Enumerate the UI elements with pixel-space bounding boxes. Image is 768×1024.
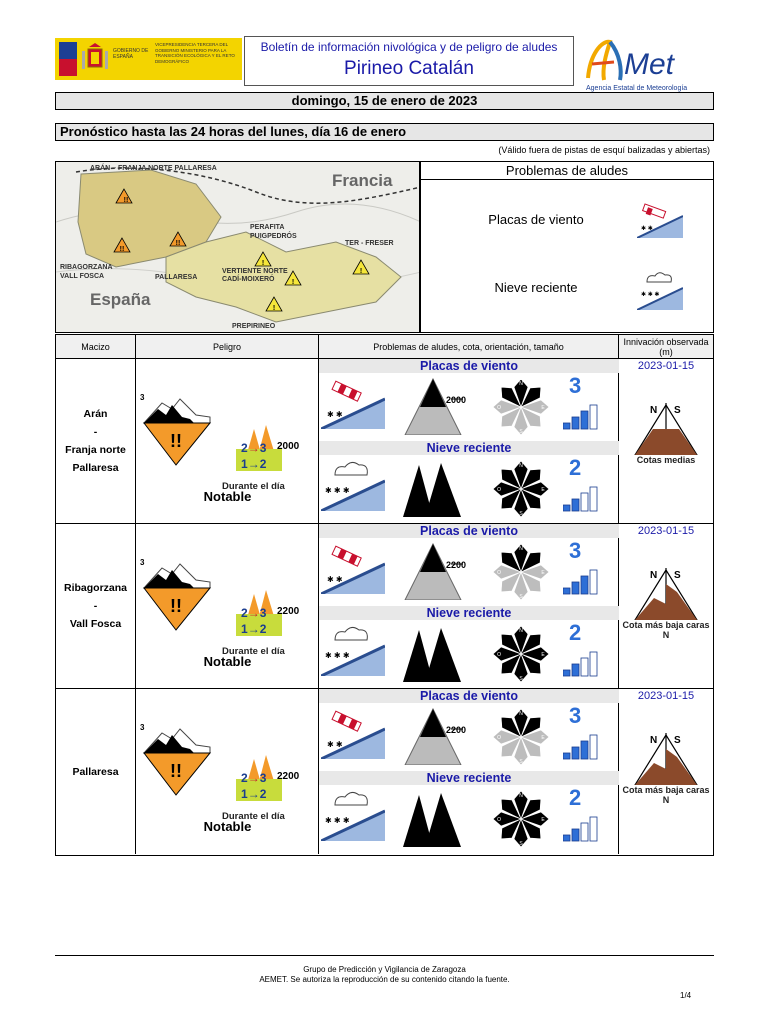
svg-text:✱ ✱ ✱: ✱ ✱ ✱ xyxy=(325,486,350,495)
new-snow-icon xyxy=(637,270,683,310)
macizo-name-line: Pallaresa xyxy=(72,462,119,474)
danger-timing: Durante el día xyxy=(222,811,285,822)
svg-text:N: N xyxy=(519,546,523,552)
svg-text:✱ ✱: ✱ ✱ xyxy=(327,575,343,584)
size-bars-icon xyxy=(563,564,603,596)
svg-text:O: O xyxy=(497,487,501,493)
bulletin-title-box xyxy=(244,36,574,86)
map-label-perafita: PERAFITA PUIGPEDRÓS xyxy=(250,224,297,240)
map-label-pallaresa: PALLARESA xyxy=(155,274,198,281)
svg-text:E: E xyxy=(541,817,545,823)
snowpack-cell xyxy=(619,524,713,688)
map-label-ter: TER - FRESER xyxy=(345,240,394,247)
evolution-to-high: 3 xyxy=(259,771,267,785)
legend-item-new-snow xyxy=(421,264,713,314)
macizo-name-line: Ribagorzana xyxy=(63,582,127,594)
elevation-mountain-icon xyxy=(403,707,463,765)
evolution-to-high: 3 xyxy=(259,606,267,620)
date-bar: domingo, 15 de enero de 2023 xyxy=(55,92,714,110)
snowpack-south: S xyxy=(674,405,681,416)
legend-item-wind-slab xyxy=(421,196,713,246)
macizo-name-line: - xyxy=(93,600,98,612)
validity-note: (Válido fuera de pistas de esquí balizadas y abiertas) xyxy=(498,145,710,155)
wind-slab-icon xyxy=(321,377,385,429)
macizo-name-line: Arán xyxy=(83,408,108,420)
orientation-compass-icon xyxy=(491,542,551,602)
svg-text:O: O xyxy=(497,652,501,658)
new-snow-icon xyxy=(321,624,385,676)
danger-cota: 2200 xyxy=(277,606,300,617)
svg-text:✱ ✱: ✱ ✱ xyxy=(641,226,653,232)
table-row xyxy=(56,359,713,524)
snowpack-height-icon xyxy=(631,564,701,620)
danger-cell: 3 !! 2→3 1→2 2000 Durante el día Notable xyxy=(136,359,319,523)
danger-label: Notable xyxy=(203,819,252,834)
table-row xyxy=(56,689,713,854)
elevation-mountain-icon xyxy=(403,459,463,517)
col-header-problemas: Problemas de aludes, cota, orientación, tamaño xyxy=(319,335,619,359)
footer-divider xyxy=(55,955,714,956)
svg-text:✱ ✱ ✱: ✱ ✱ ✱ xyxy=(325,651,350,660)
aemet-logo xyxy=(580,34,716,92)
problem-cota: 2200 xyxy=(446,560,467,570)
snowpack-date: 2023-01-15 xyxy=(637,525,695,537)
aemet-subtitle: Agencia Estatal de Meteorología xyxy=(586,85,688,92)
elevation-mountain-icon xyxy=(403,624,463,682)
evolution-to-high: 3 xyxy=(259,441,267,455)
avalanche-size: 3 xyxy=(569,538,582,563)
danger-level-icon xyxy=(140,393,212,467)
svg-text:S: S xyxy=(519,429,523,435)
problems-cell xyxy=(319,689,619,854)
problem-cota: 2200 xyxy=(446,725,467,735)
orientation-compass-icon xyxy=(491,377,551,437)
svg-text:N: N xyxy=(519,463,523,469)
macizo-name-line: Vall Fosca xyxy=(69,618,122,630)
footer-line-2: AEMET. Se autoriza la reproducción de su contenido citando la fuente. xyxy=(259,975,510,984)
snowpack-label: Cota más baja caras N xyxy=(622,620,710,640)
map-label-ribagorzana: RIBAGORZANA VALL FOSCA xyxy=(60,264,113,280)
evolution-from-high: 2 xyxy=(241,771,248,785)
svg-text:N: N xyxy=(519,711,523,717)
svg-text:E: E xyxy=(541,405,545,411)
svg-text:!!: !! xyxy=(123,197,129,204)
danger-timing: Durante el día xyxy=(222,481,285,492)
danger-level-number: 3 xyxy=(140,393,145,402)
svg-text:O: O xyxy=(497,405,501,411)
svg-text:E: E xyxy=(541,735,545,741)
snowpack-south: S xyxy=(674,570,681,581)
avalanche-size: 2 xyxy=(569,785,582,810)
orientation-compass-icon xyxy=(491,459,551,519)
problems-cell xyxy=(319,359,619,523)
snowpack-south: S xyxy=(674,735,681,746)
svg-text:O: O xyxy=(497,570,501,576)
macizo-name-line: - xyxy=(93,426,98,438)
size-bars-icon xyxy=(563,811,603,843)
bulletin-title: Boletín de información nivológica y de peligro de aludes xyxy=(260,40,558,54)
snowpack-north: N xyxy=(650,570,658,581)
wind-slab-icon xyxy=(637,202,683,238)
footer-line-1: Grupo de Predicción y Vigilancia de Zaragoza xyxy=(303,965,466,974)
svg-text:✱ ✱: ✱ ✱ xyxy=(327,740,343,749)
svg-text:O: O xyxy=(497,735,501,741)
svg-text:S: S xyxy=(519,594,523,600)
svg-text:✱ ✱: ✱ ✱ xyxy=(327,410,343,419)
table-row xyxy=(56,524,713,689)
problem-title: Placas de viento xyxy=(319,524,619,538)
danger-label: Notable xyxy=(203,489,252,504)
snowpack-label: Cota más baja caras N xyxy=(622,785,710,805)
danger-level-icon xyxy=(140,558,212,632)
problem-title: Nieve reciente xyxy=(319,441,619,455)
problem-title: Placas de viento xyxy=(319,359,619,373)
gov-name: GOBIERNO DE ESPAÑA xyxy=(113,48,149,60)
svg-text:!: ! xyxy=(359,268,363,275)
danger-cell: 3 !! 2→3 1→2 2200 Durante el día Notable xyxy=(136,689,319,854)
map-label-espana: España xyxy=(90,290,151,309)
wind-slab-icon xyxy=(321,542,385,594)
map-label-francia: Francia xyxy=(332,171,393,190)
danger-cota: 2000 xyxy=(277,441,300,452)
svg-text:N: N xyxy=(519,793,523,799)
evolution-from-high: 2 xyxy=(241,606,248,620)
snowpack-label: Cotas medias xyxy=(636,455,696,465)
svg-text:E: E xyxy=(541,570,545,576)
problem-cota: 2000 xyxy=(446,395,467,405)
danger-level-number: 3 xyxy=(140,723,145,732)
svg-text:S: S xyxy=(519,759,523,765)
danger-cota: 2200 xyxy=(277,771,300,782)
svg-text:Met: Met xyxy=(624,48,675,81)
size-bars-icon xyxy=(563,481,603,513)
svg-text:✱ ✱ ✱: ✱ ✱ ✱ xyxy=(641,292,660,298)
macizo-cell xyxy=(56,359,136,523)
svg-text:E: E xyxy=(541,652,545,658)
problems-cell xyxy=(319,524,619,688)
col-header-peligro: Peligro xyxy=(136,335,319,359)
svg-text:!: ! xyxy=(272,305,276,312)
government-logo xyxy=(55,38,242,80)
snowpack-cell xyxy=(619,689,713,854)
region-title: Pirineo Catalán xyxy=(344,58,474,79)
evolution-to-low: 2 xyxy=(259,787,267,801)
snowpack-cell xyxy=(619,359,713,523)
danger-label: Notable xyxy=(203,654,252,669)
svg-text:!: ! xyxy=(291,279,295,286)
problem-title: Nieve reciente xyxy=(319,606,619,620)
wind-slab-icon xyxy=(321,707,385,759)
evolution-from-high: 2 xyxy=(241,441,248,455)
map-label-aran: ARÁN – FRANJA NORTE PALLARESA xyxy=(90,165,217,172)
svg-text:E: E xyxy=(541,487,545,493)
problem-title: Nieve reciente xyxy=(319,771,619,785)
macizo-cell xyxy=(56,524,136,688)
col-header-innivacion: Innivación observada (m) xyxy=(619,335,713,359)
legend-label: Nieve reciente xyxy=(494,280,578,295)
svg-text:S: S xyxy=(519,511,523,517)
spain-flag-icon xyxy=(59,42,77,76)
snowpack-north: N xyxy=(650,735,658,746)
svg-text:N: N xyxy=(519,381,523,387)
macizo-name-line: Franja norte xyxy=(65,444,126,456)
svg-text:!!: !! xyxy=(119,246,125,253)
size-bars-icon xyxy=(563,399,603,431)
footer xyxy=(55,965,714,985)
legend-label: Placas de viento xyxy=(488,212,584,227)
avalanche-size: 2 xyxy=(569,620,582,645)
avalanche-size: 3 xyxy=(569,373,582,398)
evolution-to-low: 2 xyxy=(259,457,267,471)
svg-text:!!: !! xyxy=(170,761,182,781)
svg-text:S: S xyxy=(519,676,523,682)
svg-text:!: ! xyxy=(261,260,265,267)
ministry-name: VICEPRESIDENCIA TERCERA DEL GOBIERNO MINISTERIO PARA LA TRANSICIÓN ECOLÓGICA Y EL RETO DEMOGRÁFICO xyxy=(155,42,235,64)
danger-cell: 3 !! 2→3 1→2 2200 Durante el día Notable xyxy=(136,524,319,688)
macizo-name-line: Pallaresa xyxy=(72,765,119,778)
orientation-compass-icon xyxy=(491,624,551,684)
page-number: 1/4 xyxy=(680,991,692,1000)
map-label-prepirineo: PREPIRINEO xyxy=(232,323,276,330)
evolution-to-low: 2 xyxy=(259,622,267,636)
map-label-cadi: VERTIENTE NORTE CADÍ-MOIXERÓ xyxy=(222,268,288,283)
coat-of-arms-icon xyxy=(79,41,111,77)
avalanche-size: 3 xyxy=(569,703,582,728)
problem-title: Placas de viento xyxy=(319,689,619,703)
orientation-compass-icon xyxy=(491,707,551,767)
problems-legend xyxy=(420,161,714,333)
problems-legend-title: Problemas de aludes xyxy=(421,162,713,180)
elevation-mountain-icon xyxy=(403,789,463,847)
forecast-bar: Pronóstico hasta las 24 horas del lunes, día 16 de enero xyxy=(55,123,714,141)
forecast-table xyxy=(55,334,714,856)
avalanche-size: 2 xyxy=(569,455,582,480)
svg-text:N: N xyxy=(519,628,523,634)
size-bars-icon xyxy=(563,729,603,761)
evolution-from-low: 1 xyxy=(241,622,248,636)
svg-text:✱ ✱ ✱: ✱ ✱ ✱ xyxy=(325,816,350,825)
macizo-cell xyxy=(56,689,136,854)
size-bars-icon xyxy=(563,646,603,678)
col-header-macizo: Macizo xyxy=(56,335,136,359)
snowpack-height-icon xyxy=(631,729,701,785)
evolution-from-low: 1 xyxy=(241,787,248,801)
new-snow-icon xyxy=(321,789,385,841)
svg-text:!!: !! xyxy=(170,596,182,616)
snowpack-date: 2023-01-15 xyxy=(637,360,695,372)
snowpack-height-icon xyxy=(631,399,701,455)
danger-timing: Durante el día xyxy=(222,646,285,657)
snowpack-date: 2023-01-15 xyxy=(637,690,695,702)
danger-level-number: 3 xyxy=(140,558,145,567)
svg-text:O: O xyxy=(497,817,501,823)
danger-map xyxy=(55,161,420,333)
evolution-from-low: 1 xyxy=(241,457,248,471)
elevation-mountain-icon xyxy=(403,377,463,435)
orientation-compass-icon xyxy=(491,789,551,849)
svg-text:S: S xyxy=(519,841,523,847)
snowpack-north: N xyxy=(650,405,658,416)
danger-level-icon xyxy=(140,723,212,797)
elevation-mountain-icon xyxy=(403,542,463,600)
new-snow-icon xyxy=(321,459,385,511)
svg-text:!!: !! xyxy=(170,431,182,451)
svg-text:!!: !! xyxy=(175,240,181,247)
